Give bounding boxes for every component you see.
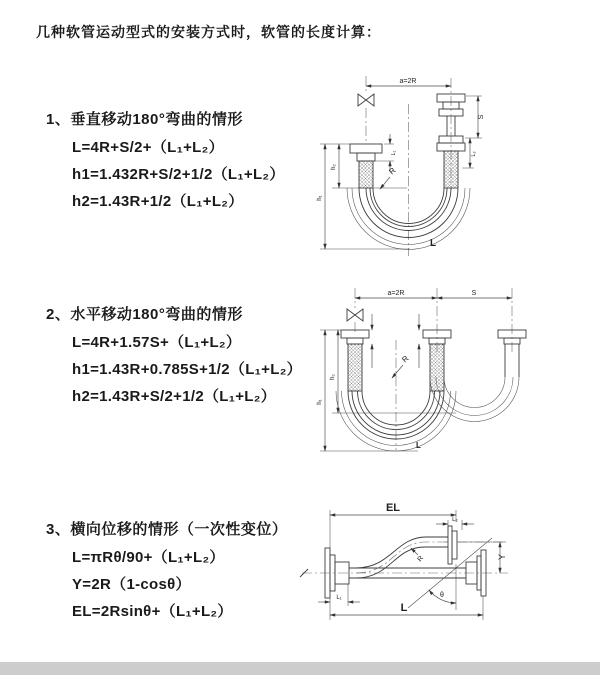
dim-label-el: EL bbox=[385, 502, 401, 514]
dim-label-h2: h₂ bbox=[331, 164, 337, 170]
section-2-formula-h1: h1=1.43R+0.785S+1/2（L₁+L₂） bbox=[72, 361, 302, 378]
page-title: 几种软管运动型式的安装方式时，软管的长度计算： bbox=[36, 24, 381, 40]
dimension-h1-h2 bbox=[317, 144, 410, 249]
upper-flange bbox=[448, 526, 457, 564]
radius-label: R bbox=[387, 165, 398, 177]
section-3-formula-EL: EL=2Rsinθ+（L₁+L₂） bbox=[72, 603, 233, 620]
diagram-lateral-displacement bbox=[296, 498, 600, 660]
theta-label: θ bbox=[440, 592, 444, 599]
dim-label-h1: h₁ bbox=[317, 195, 323, 201]
dim-label-h1: h₁ bbox=[317, 399, 323, 405]
dim-label-l1: L₁ bbox=[336, 595, 342, 601]
dim-label-h2: h₂ bbox=[330, 374, 336, 380]
section-3-heading: 3、横向位移的情形（一次性变位） bbox=[46, 521, 288, 538]
dimension-s bbox=[462, 96, 485, 168]
dimension-a2r bbox=[355, 290, 512, 298]
length-label: L bbox=[416, 441, 421, 450]
dim-label-a2r: a=2R bbox=[399, 78, 417, 85]
left-pipe-fitting bbox=[350, 144, 382, 188]
dimension-a2r bbox=[366, 78, 451, 86]
radius-label: R bbox=[416, 554, 426, 564]
dim-label-l2: L₂ bbox=[452, 517, 458, 523]
dimension-l1 bbox=[318, 584, 360, 606]
hose-s-curve-displaced bbox=[356, 537, 448, 578]
section-2-formula-h2: h2=1.43R+S/2+1/2（L₁+L₂） bbox=[72, 388, 277, 405]
section-3-formula-Y: Y=2R（1-cosθ） bbox=[72, 576, 191, 593]
radius-callout bbox=[392, 354, 411, 378]
dimension-l2 bbox=[436, 517, 474, 530]
section-1-formula-h2: h2=1.43R+1/2（L₁+L₂） bbox=[72, 193, 244, 210]
radius-callout bbox=[380, 166, 398, 189]
valve-icon bbox=[347, 309, 363, 321]
dim-label-s: S bbox=[478, 114, 485, 120]
diagram-vertical-180-bend bbox=[306, 70, 598, 262]
fitting-length-arrows bbox=[372, 314, 419, 368]
valve-icon bbox=[358, 94, 374, 106]
length-label: L bbox=[430, 238, 437, 249]
dim-label-y: Y bbox=[497, 553, 507, 561]
diagram-horizontal-180-bend bbox=[306, 282, 598, 454]
middle-pipe-fitting bbox=[423, 330, 451, 391]
left-pipe-fitting bbox=[341, 330, 369, 391]
section-1-heading: 1、垂直移动180°弯曲的情形 bbox=[46, 111, 243, 128]
length-label: L bbox=[400, 602, 408, 614]
page-bottom-strip bbox=[0, 662, 600, 675]
dim-label-a2r: a=2R bbox=[387, 290, 405, 297]
radius-label: R bbox=[400, 353, 411, 365]
dim-label-l2: L₂ bbox=[471, 151, 477, 157]
section-3-formula-L: L=πRθ/90+（L₁+L₂） bbox=[72, 549, 225, 566]
section-1-formula-h1: h1=1.432R+S/2+1/2（L₁+L₂） bbox=[72, 166, 285, 183]
section-1-formula-L: L=4R+S/2+（L₁+L₂） bbox=[72, 139, 224, 156]
section-2-heading: 2、水平移动180°弯曲的情形 bbox=[46, 306, 243, 323]
dimension-l1 bbox=[375, 134, 397, 171]
section-2-formula-L: L=4R+1.57S+（L₁+L₂） bbox=[72, 334, 242, 351]
dimension-el bbox=[330, 502, 456, 548]
theta-angle bbox=[408, 538, 492, 610]
centerlines bbox=[366, 76, 451, 256]
dimension-l bbox=[330, 596, 483, 620]
dim-label-l1: L₁ bbox=[391, 150, 397, 156]
dim-label-s: S bbox=[471, 290, 477, 297]
radius-callout bbox=[411, 548, 425, 563]
